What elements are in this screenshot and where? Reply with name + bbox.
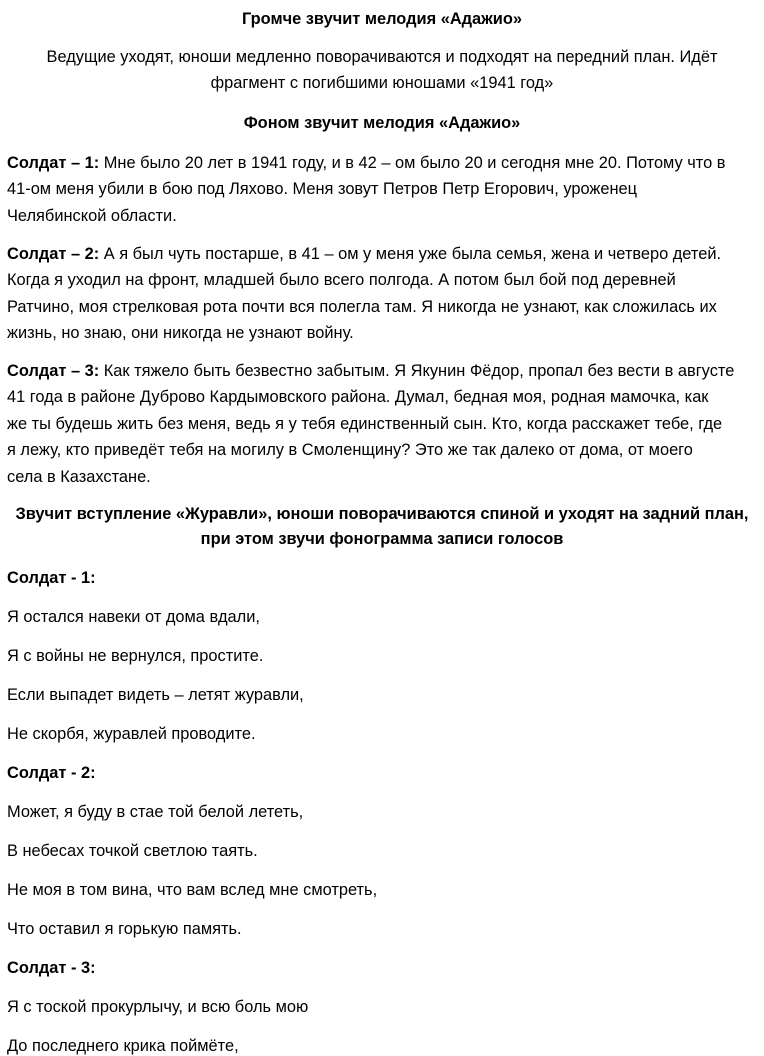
verse-speaker-soldier-3: Солдат - 3:	[7, 959, 96, 977]
verse-line: До последнего крика поймёте,	[7, 1037, 239, 1055]
monologue-line: же ты будешь жить без меня, ведь я у тебя единственный сын. Кто, когда расскажет тебе, где	[7, 414, 723, 433]
verse-line: Я с тоской прокурлычу, и всю боль мою	[7, 998, 309, 1016]
heading-adagio-louder: Громче звучит мелодия «Адажио»	[241, 10, 523, 28]
verse-line: В небесах точкой светлою таять.	[7, 842, 258, 860]
monologue-soldier-2	[7, 241, 759, 347]
monologue-line: А я был чуть постарше, в 41 – ом у меня уже была семья, жена и четверо детей.	[99, 245, 722, 263]
verse-line: Что оставил я горькую память.	[7, 920, 242, 938]
monologue-line: Когда я уходил на фронт, младшей было всего полгода. А потом был бой под деревней	[7, 271, 676, 290]
heading-cranes-line-2: при этом звучи фонограмма записи голосов	[200, 530, 564, 548]
monologue-soldier-1	[7, 150, 759, 229]
verse-line: Не моя в том вина, что вам вслед мне смотреть,	[7, 881, 378, 899]
monologue-line: Как тяжело быть безвестно забытым. Я Якунин Фёдор, пропал без вести в августе	[99, 362, 735, 380]
monologue-line: 41 года в районе Дуброво Кардымовского района. Думал, бедная моя, родная мамочка, как	[7, 388, 709, 407]
monologue-soldier-3	[7, 358, 759, 490]
speaker-label: Солдат – 1:	[7, 154, 100, 172]
speaker-label: Солдат – 2:	[7, 245, 100, 263]
heading-cranes-line-1: Звучит вступление «Журавли», юноши поворачиваются спиной и уходят на задний план,	[15, 505, 749, 523]
stage-direction-line-1: Ведущие уходят, юноши медленно поворачиваются и подходят на передний план. Идёт	[46, 48, 718, 66]
verse-line: Я с войны не вернулся, простите.	[7, 647, 264, 665]
speaker-label: Солдат – 3:	[7, 362, 100, 380]
monologue-line: Ратчино, моя стрелковая рота почти вся полегла там. Я никогда не узнают, как сложилась их	[7, 297, 717, 316]
verse-line: Если выпадет видеть – летят журавли,	[7, 686, 304, 704]
monologue-line: Мне было 20 лет в 1941 году, и в 42 – ом было 20 и сегодня мне 20. Потому что в	[99, 154, 726, 172]
monologue-line: я лежу, кто приведёт тебя на могилу в Смоленщину? Это же так далеко от дома, от моего	[7, 441, 693, 460]
verse-speaker-soldier-2: Солдат - 2:	[7, 764, 96, 782]
heading-adagio-background: Фоном звучит мелодия «Адажио»	[243, 114, 521, 132]
verse-line: Я остался навеки от дома вдали,	[7, 608, 260, 626]
stage-direction-line-2: фрагмент с погибшими юношами «1941 год»	[210, 74, 554, 92]
verse-line: Может, я буду в стае той белой лететь,	[7, 803, 304, 821]
monologue-line: Челябинской области.	[7, 206, 177, 225]
monologue-line: села в Казахстане.	[7, 467, 151, 486]
monologue-line: жизнь, но знаю, они никогда не узнают войну.	[7, 324, 354, 343]
verse-speaker-soldier-1: Солдат - 1:	[7, 569, 96, 587]
monologue-line: 41-ом меня убили в бою под Ляхово. Меня зовут Петров Петр Егорович, уроженец	[7, 180, 638, 199]
verse-line: Не скорбя, журавлей проводите.	[7, 725, 256, 743]
